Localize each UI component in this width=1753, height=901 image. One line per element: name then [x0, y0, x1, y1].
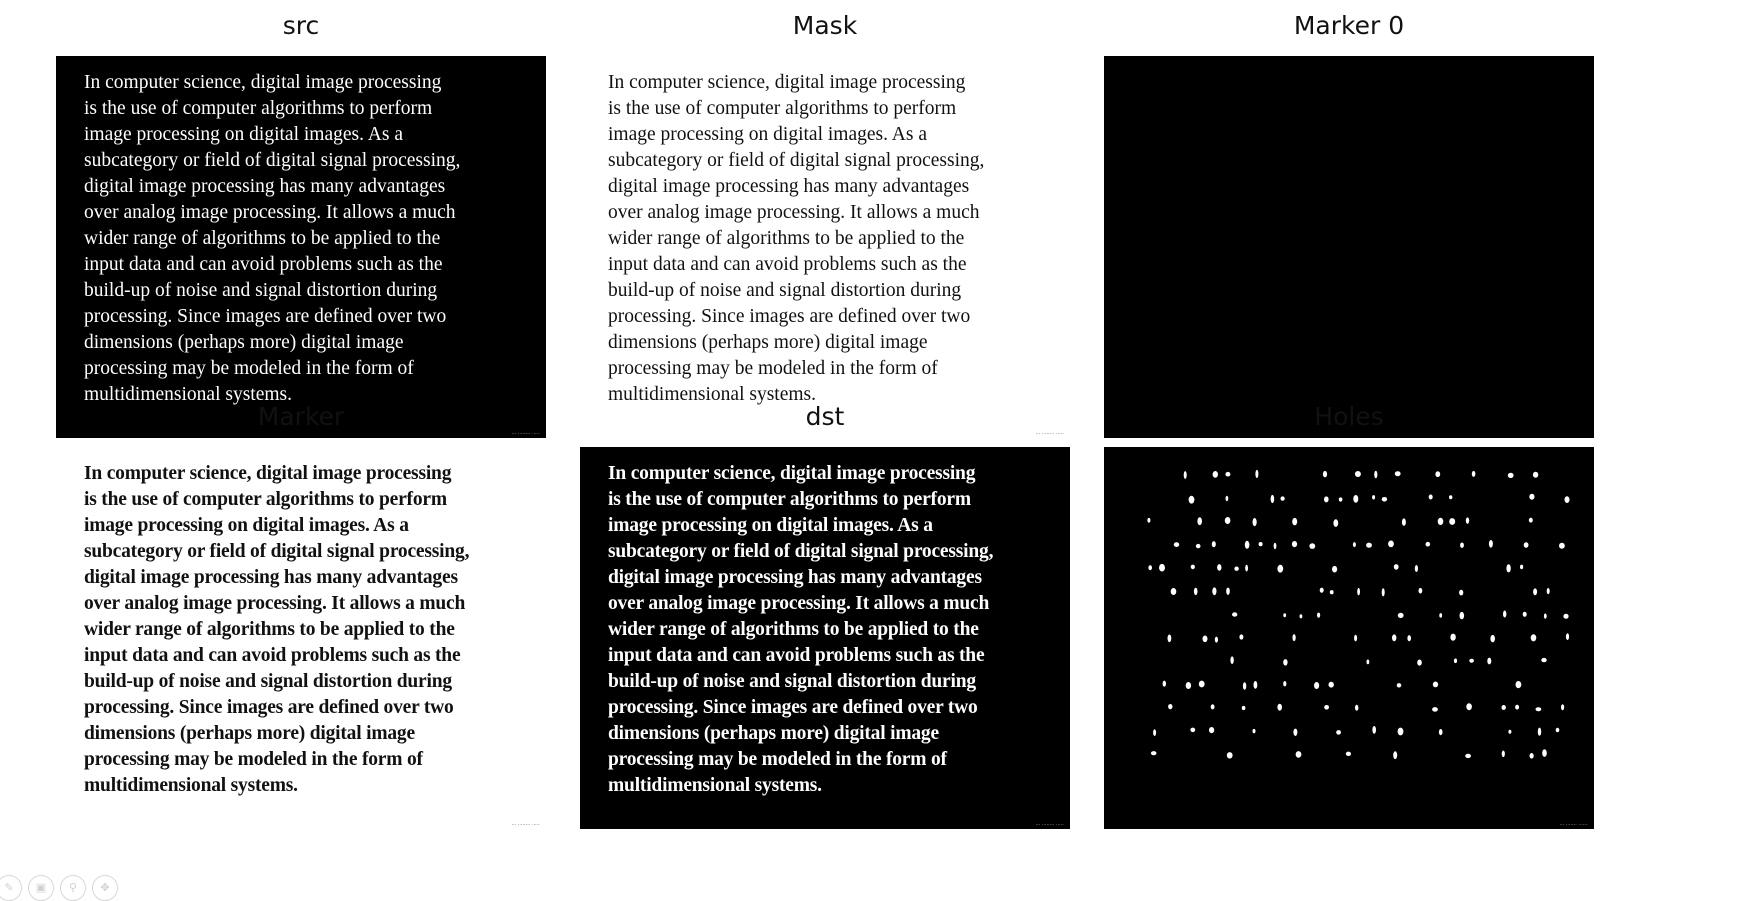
hole-dot: [1398, 613, 1404, 618]
holes-image-panel: [1104, 447, 1594, 829]
hole-dot: [1300, 614, 1303, 618]
hole-dot: [1293, 729, 1297, 736]
hole-dot: [1186, 682, 1191, 689]
hole-dot: [1515, 705, 1519, 710]
hole-dot: [1529, 518, 1533, 523]
panel-credit-mark: ··· ········ ·····: [1035, 822, 1064, 827]
hole-dot: [1502, 751, 1505, 758]
hole-dot: [1148, 565, 1152, 570]
hole-dot: [1283, 659, 1287, 665]
hole-dot: [1184, 471, 1187, 479]
figure-toolbar: [0, 869, 140, 894]
hole-dot: [1190, 728, 1195, 733]
hole-dot: [1163, 681, 1166, 687]
hole-dot: [1460, 612, 1465, 619]
hole-dot: [1226, 588, 1230, 595]
hole-dot: [1542, 749, 1547, 757]
hole-dot: [1194, 588, 1198, 595]
hole-dot: [1523, 612, 1527, 617]
hole-dot: [1466, 517, 1469, 523]
hole-dot: [1168, 704, 1172, 709]
hole-dot: [1332, 566, 1337, 573]
hole-dot: [1317, 613, 1320, 618]
hole-dot: [1283, 613, 1286, 617]
hole-dot: [1516, 681, 1522, 688]
hole-dot: [1292, 518, 1297, 525]
figure-title: Mask: [792, 11, 858, 40]
figure-title: Marker 0: [1293, 11, 1405, 40]
hole-dot: [1487, 658, 1491, 665]
hole-dot: [1314, 682, 1319, 689]
hole-dot: [1489, 540, 1493, 548]
hole-dot: [1226, 496, 1229, 501]
panel-paragraph: In computer science, digital image processing is the use of computer algorithms to perform image processing on digital images. As a subcategory or field of digital signal processing, digital image processing has many advantages over analog image processing. It allows a much wider range of algorithms to be applied to the input data and can avoid problems such as the build-up of noise and signal distortion during processing. Since images are defined over two dimensions (perhaps more) digital image processing may be modeled in the form of multidimensional systems.: [608, 463, 994, 796]
hole-dot: [1397, 683, 1402, 687]
hole-dot: [1153, 729, 1156, 736]
hole-dot: [1465, 754, 1471, 758]
panel-credit-mark: ··· ········ ·····: [511, 822, 540, 827]
hole-dot: [1191, 565, 1195, 570]
figure-title: src: [282, 11, 320, 40]
hole-dot: [1419, 588, 1423, 594]
hole-dot: [1168, 635, 1172, 643]
hole-dot: [1508, 730, 1511, 734]
figure-title: dst: [805, 402, 845, 431]
hole-dot: [1330, 590, 1334, 594]
hole-dot: [1541, 658, 1546, 662]
hole-dot: [1217, 564, 1221, 571]
hole-dot: [1253, 518, 1257, 526]
hole-dot: [1382, 497, 1387, 502]
panel-credit-mark: ··· ········ ·····: [511, 431, 540, 436]
hole-dot: [1324, 496, 1329, 502]
hole-dot: [1309, 543, 1315, 549]
figure-title: Marker: [257, 402, 345, 431]
hole-dot: [1566, 633, 1569, 640]
hole-dot: [1227, 752, 1233, 758]
hole-dot: [1324, 705, 1329, 710]
hole-dot: [1296, 751, 1302, 758]
hole-dot: [1213, 471, 1218, 478]
hole-dot: [1196, 544, 1201, 548]
hole-dot: [1147, 518, 1150, 523]
pan-icon[interactable]: ✥: [92, 875, 118, 901]
holes-dots-canvas: [1104, 447, 1594, 829]
mask-image-panel: [580, 56, 1070, 438]
hole-dot: [1232, 612, 1237, 616]
panel-paragraph: In computer science, digital image processing is the use of computer algorithms to perform image processing on digital images. As a subcategory or field of digital signal processing, digital image processing has many advantages over analog image processing. It allows a much wider range of algorithms to be applied to the input data and can avoid problems such as the build-up of noise and signal distortion during processing. Since images are defined over two dimensions (perhaps more) digital image processing may be modeled in the form of multidimensional systems.: [84, 72, 461, 405]
hole-dot: [1439, 729, 1443, 735]
hole-dot: [1199, 681, 1205, 688]
hole-dot: [1277, 704, 1282, 711]
hole-dot: [1225, 517, 1231, 524]
hole-dot: [1469, 659, 1474, 663]
hole-dot: [1547, 588, 1550, 594]
hole-dot: [1432, 707, 1438, 712]
hole-dot: [1394, 564, 1399, 570]
hole-dot: [1520, 565, 1523, 570]
panel-paragraph: In computer science, digital image processing is the use of computer algorithms to perform image processing on digital images. As a subcategory or field of digital signal processing, digital image processing has many advantages over analog image processing. It allows a much wider range of algorithms to be applied to the input data and can avoid problems such as the build-up of noise and signal distortion during processing. Since images are defined over two dimensions (perhaps more) digital image processing may be modeled in the form of multidimensional systems.: [608, 72, 985, 405]
hole-dot: [1393, 751, 1397, 759]
hole-dot: [1561, 704, 1564, 710]
hole-dot: [1336, 730, 1341, 735]
hole-dot: [1239, 634, 1243, 639]
hole-dot: [1536, 707, 1542, 711]
hole-dot: [1197, 517, 1202, 525]
hole-dot: [1417, 660, 1422, 666]
hole-dot: [1254, 681, 1258, 689]
panel-paragraph: In computer science, digital image processing is the use of computer algorithms to perform image processing on digital images. As a subcategory or field of digital signal processing, digital image processing has many advantages over analog image processing. It allows a much wider range of algorithms to be applied to the input data and can avoid problems such as the build-up of noise and signal distortion during processing. Since images are defined over two dimensions (perhaps more) digital image processing may be modeled in the form of multidimensional systems.: [84, 463, 470, 796]
hole-dot: [1382, 588, 1385, 596]
hole-dot: [1533, 588, 1537, 595]
hole-dot: [1259, 542, 1263, 546]
hole-dot: [1506, 564, 1510, 572]
hole-dot: [1435, 471, 1440, 477]
hole-dot: [1255, 470, 1258, 478]
hole-dot: [1449, 518, 1455, 525]
hole-dot: [1530, 753, 1534, 759]
hole-dot: [1544, 613, 1547, 618]
hole-dot: [1212, 587, 1216, 595]
hole-dot: [1374, 471, 1377, 478]
hole-dot: [1320, 588, 1324, 593]
hole-dot: [1439, 613, 1442, 618]
pencil-icon[interactable]: ✎: [0, 875, 22, 901]
hole-dot: [1460, 543, 1464, 548]
panel-credit-mark: ··· ········ ·····: [1035, 431, 1064, 436]
hole-dot: [1346, 752, 1351, 756]
hole-dot: [1454, 659, 1457, 664]
hole-dot: [1225, 472, 1230, 477]
hole-dot: [1159, 564, 1165, 572]
hole-dot: [1398, 728, 1404, 736]
hole-dot: [1472, 471, 1476, 477]
hole-dot: [1367, 660, 1370, 665]
hole-dot: [1329, 682, 1334, 688]
hole-dot: [1402, 518, 1406, 525]
hole-dot: [1450, 634, 1455, 641]
hole-dot: [1353, 495, 1358, 503]
hole-dot: [1281, 496, 1285, 500]
hole-dot: [1449, 495, 1452, 499]
hole-dot: [1563, 614, 1568, 619]
hole-dot: [1277, 565, 1283, 573]
hole-dot: [1171, 588, 1177, 595]
hole-dot: [1234, 567, 1238, 571]
hole-dot: [1333, 519, 1338, 527]
hole-dot: [1508, 473, 1514, 478]
hole-dot: [1395, 471, 1401, 476]
figure-title: Holes: [1314, 402, 1384, 431]
hole-dot: [1283, 681, 1286, 686]
hole-dot: [1438, 518, 1444, 525]
hole-dot: [1372, 495, 1375, 499]
save-icon[interactable]: ▣: [28, 875, 54, 901]
hole-dot: [1215, 637, 1218, 643]
hole-dot: [1274, 543, 1277, 549]
hole-dot: [1531, 634, 1537, 641]
hole-dot: [1230, 656, 1233, 664]
hole-dot: [1388, 541, 1394, 548]
hole-dot: [1459, 590, 1463, 596]
hole-dot: [1415, 565, 1418, 572]
hole-dot: [1189, 496, 1195, 504]
hole-dot: [1372, 726, 1376, 734]
hole-dot: [1429, 495, 1433, 500]
hole-dot: [1174, 542, 1179, 547]
hole-dot: [1242, 706, 1246, 710]
hole-dot: [1253, 729, 1256, 733]
hole-dot: [1245, 565, 1248, 572]
hole-dot: [1366, 543, 1372, 548]
hole-dot: [1245, 541, 1250, 549]
hole-dot: [1271, 495, 1275, 503]
hole-dot: [1538, 728, 1541, 736]
hole-dot: [1211, 704, 1215, 709]
zoom-icon[interactable]: ⚲: [60, 875, 86, 901]
hole-dot: [1209, 727, 1214, 733]
hole-dot: [1559, 543, 1565, 549]
hole-dot: [1212, 541, 1216, 547]
hole-dot: [1243, 682, 1246, 689]
hole-dot: [1426, 542, 1431, 547]
marker-image-panel: [56, 447, 546, 829]
hole-dot: [1529, 494, 1534, 500]
hole-dot: [1203, 636, 1208, 643]
hole-dot: [1339, 497, 1343, 501]
hole-dot: [1524, 542, 1529, 548]
hole-dot: [1353, 542, 1356, 547]
hole-dot: [1355, 705, 1358, 711]
hole-dot: [1433, 682, 1438, 688]
hole-dot: [1533, 472, 1538, 478]
hole-dot: [1502, 705, 1506, 710]
hole-dot: [1323, 471, 1327, 477]
hole-dot: [1392, 634, 1396, 641]
hole-dot: [1565, 496, 1570, 503]
hole-dot: [1292, 541, 1297, 547]
hole-dot: [1556, 728, 1560, 733]
hole-dot: [1503, 611, 1506, 618]
hole-dot: [1357, 588, 1360, 595]
panel-credit-mark: ··· ······· ······: [1559, 822, 1588, 827]
src-image-panel: [56, 56, 546, 438]
dst-image-panel: [580, 447, 1070, 829]
hole-dot: [1466, 703, 1472, 710]
hole-dot: [1355, 471, 1361, 477]
marker0-image-panel: [1104, 56, 1594, 438]
hole-dot: [1354, 635, 1357, 642]
hole-dot: [1490, 635, 1495, 642]
hole-dot: [1293, 634, 1296, 641]
hole-dot: [1151, 751, 1157, 755]
hole-dot: [1407, 635, 1411, 641]
